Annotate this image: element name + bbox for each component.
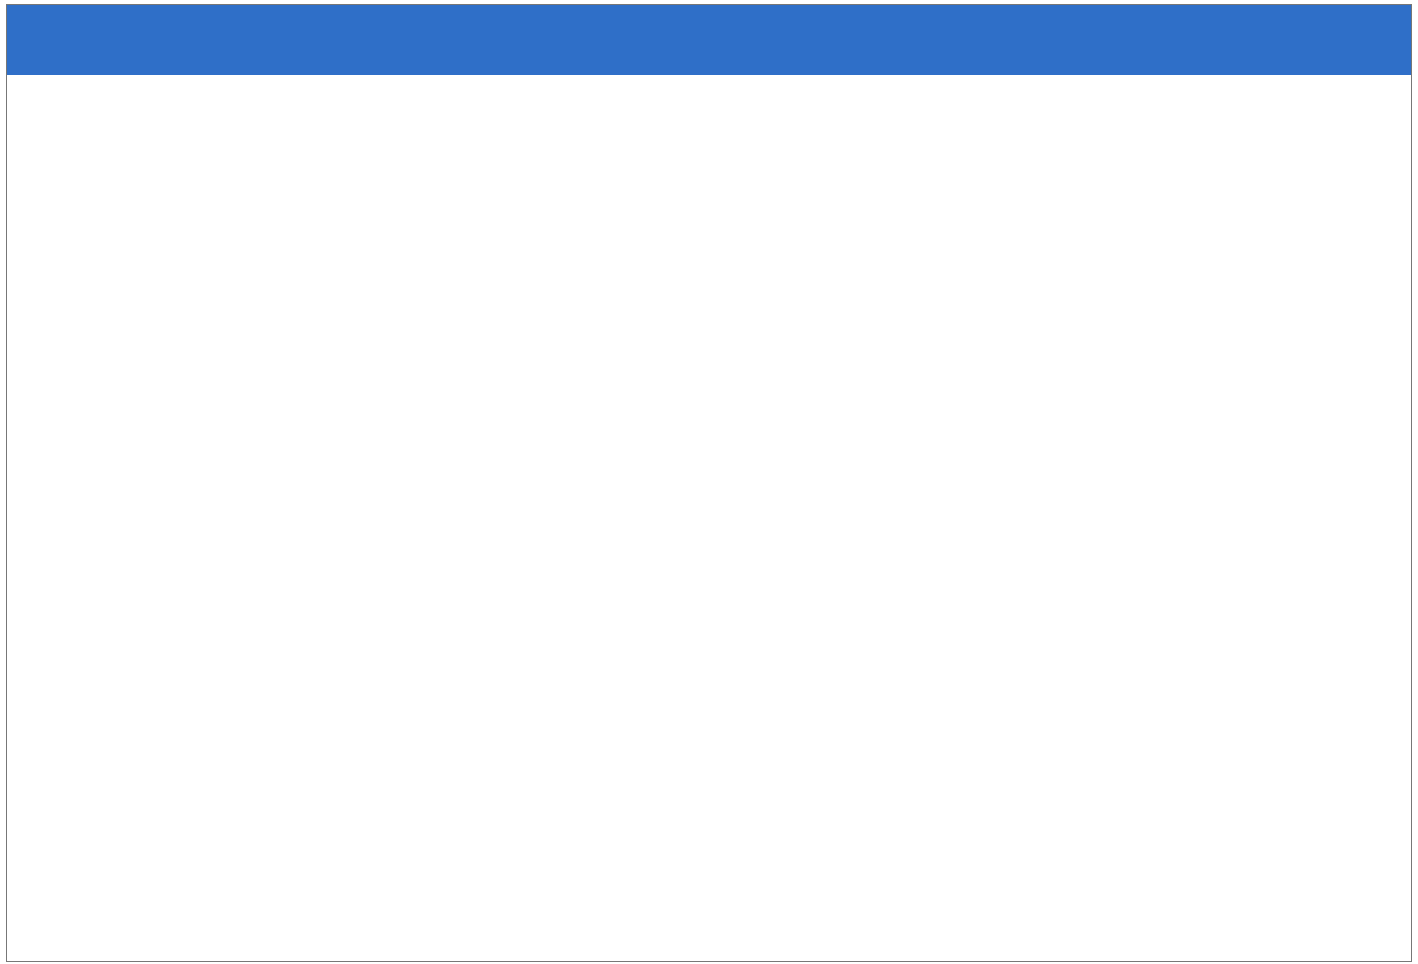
page-title	[7, 5, 1411, 11]
spreadsheet-frame	[6, 4, 1412, 962]
title-banner	[7, 5, 1411, 75]
